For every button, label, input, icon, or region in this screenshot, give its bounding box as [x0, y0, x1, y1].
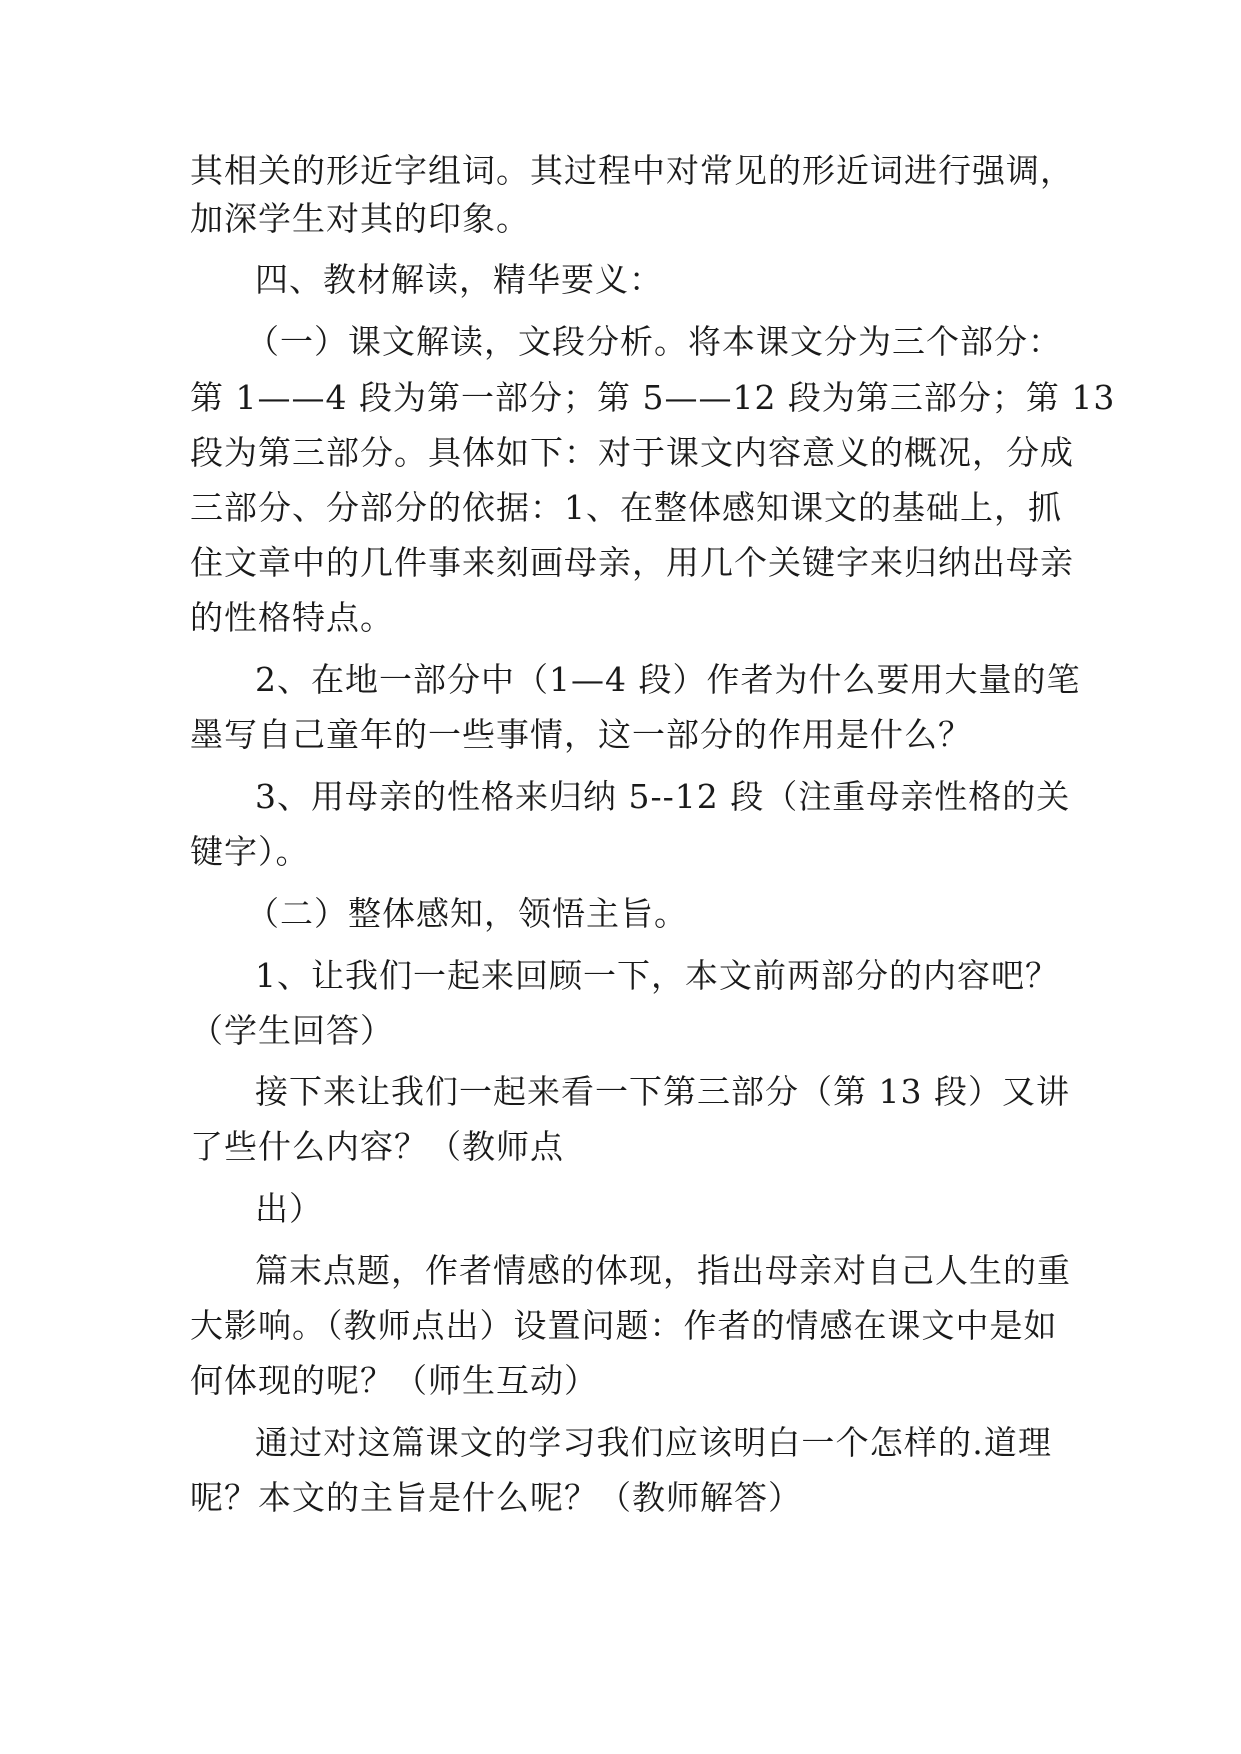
text-line: 2、在地一部分中（1—4 段）作者为什么要用大量的笔 [255, 660, 1081, 699]
text-line: 的性格特点。 [190, 598, 394, 637]
text-line: 篇末点题，作者情感的体现，指出母亲对自己人生的重 [255, 1251, 1071, 1290]
text-line: 何体现的呢？（师生互动） [190, 1361, 598, 1400]
text-line: 大影响。（教师点出）设置问题：作者的情感在课文中是如 [190, 1306, 1058, 1345]
text-line: 三部分、分部分的依据：1、在整体感知课文的基础上，抓 [190, 488, 1062, 527]
section-heading: 四、教材解读，精华要义： [255, 260, 663, 299]
text-line: 墨写自己童年的一些事情，这一部分的作用是什么？ [190, 715, 972, 754]
text-line: 其相关的形近字组词。其过程中对常见的形近词进行强调， [190, 151, 1074, 190]
text-line: 3、用母亲的性格来归纳 5--12 段（注重母亲性格的关 [255, 777, 1071, 816]
text-line: 键字）。 [190, 832, 310, 871]
text-line: 第 1——4 段为第一部分；第 5——12 段为第三部分；第 13 [190, 378, 1116, 417]
subsection-heading: （二）整体感知，领悟主旨。 [246, 894, 688, 933]
text-line: 通过对这篇课文的学习我们应该明白一个怎样的.道理 [255, 1423, 1052, 1462]
text-line: 出） [255, 1189, 323, 1228]
text-line: 住文章中的几件事来刻画母亲，用几个关键字来归纳出母亲 [190, 543, 1074, 582]
text-line: 1、让我们一起来回顾一下，本文前两部分的内容吧？ [255, 956, 1059, 995]
text-line: 接下来让我们一起来看一下第三部分（第 13 段）又讲 [255, 1072, 1070, 1111]
text-line: 了些什么内容？（教师点 [190, 1127, 564, 1166]
text-line: 段为第三部分。具体如下：对于课文内容意义的概况，分成 [190, 433, 1074, 472]
text-line: （学生回答） [190, 1011, 394, 1050]
text-line: 加深学生对其的印象。 [190, 199, 530, 238]
text-line: 呢？本文的主旨是什么呢？（教师解答） [190, 1478, 802, 1517]
subsection-heading: （一）课文解读，文段分析。将本课文分为三个部分： [246, 322, 1062, 361]
